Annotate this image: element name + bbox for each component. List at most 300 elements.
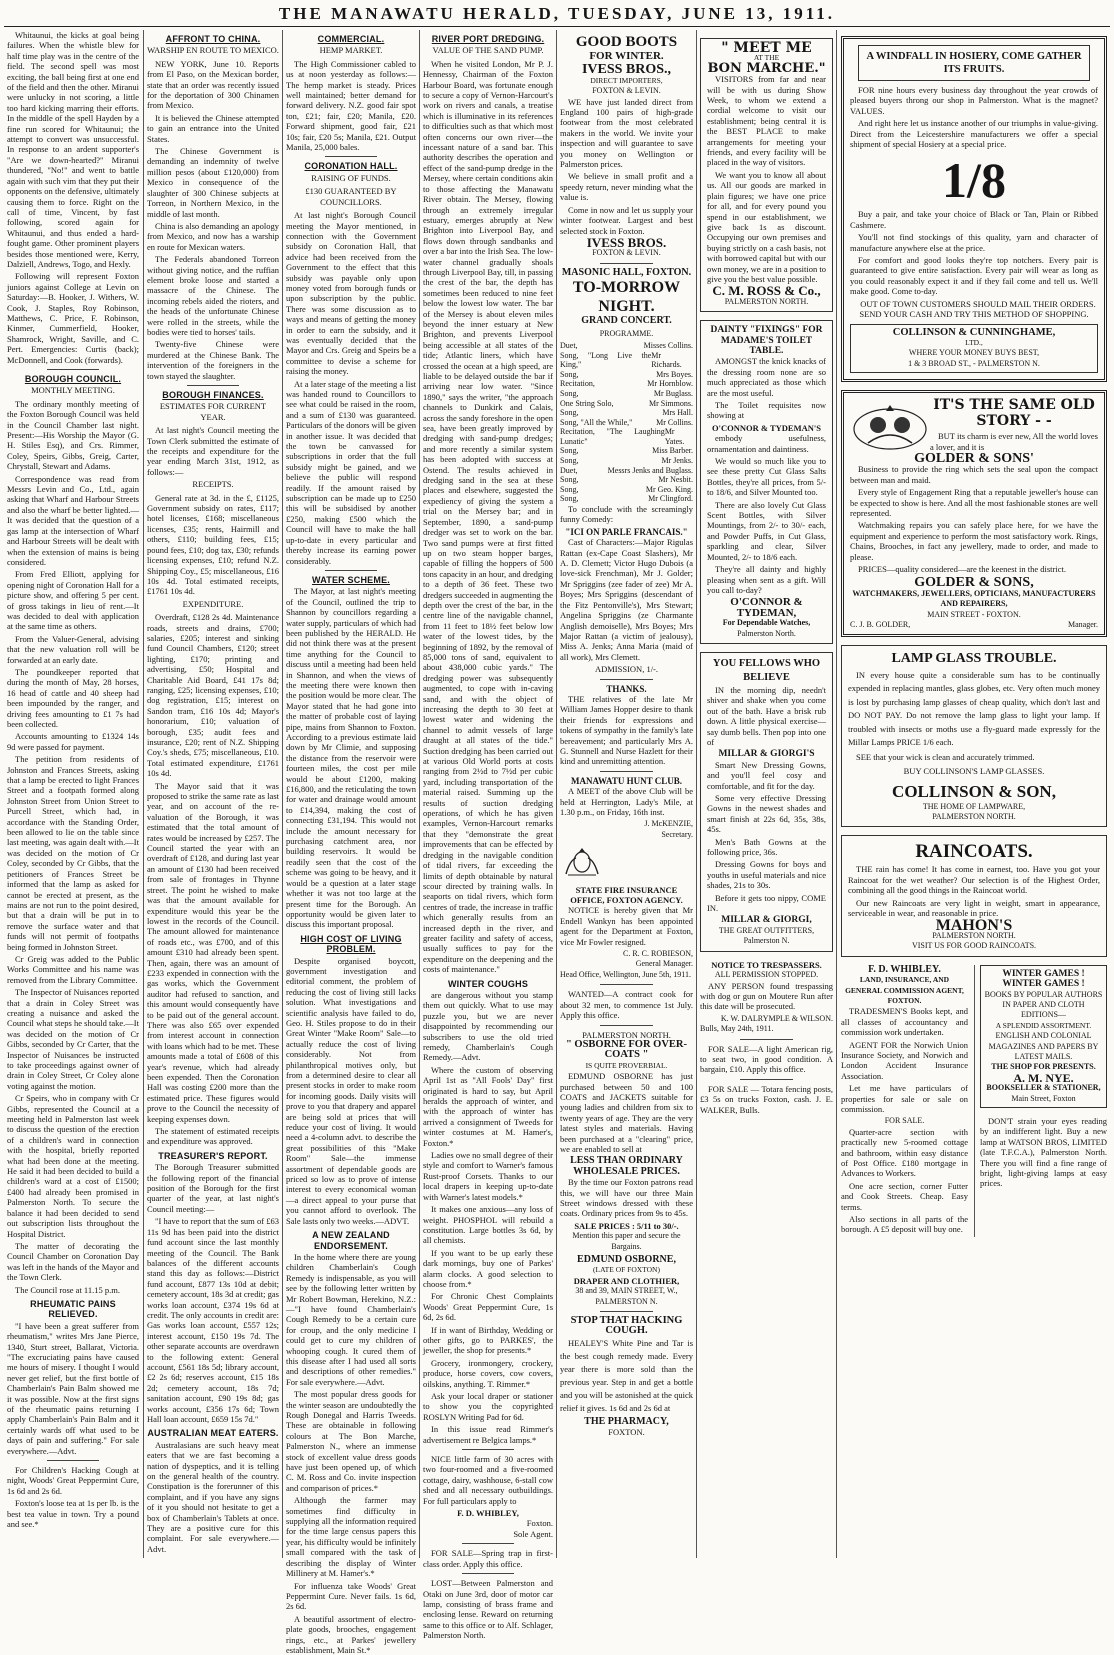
divider <box>740 1039 793 1040</box>
ad-rain-visit: VISIT US FOR GOOD RAINCOATS. <box>911 941 1037 951</box>
programme-row <box>560 427 693 446</box>
programme-row <box>560 389 693 399</box>
column-7 <box>838 30 1110 1558</box>
wanted-cook: WANTED—A contract cook for about 32 men, to commence 1st July. Apply this office. <box>560 989 693 1021</box>
programme-row <box>560 408 693 418</box>
ad-whibley-body: TRADESMEN'S Books kept, and all classes of accountancy and commission work undertaken. <box>841 1006 968 1038</box>
article-paragraph: The petition from residents of Johnston and Frances Streets, asking that a lamp be erected to light Frances Street and a footpath formed along Johnston Street from Union Street to Purcell Street, which had, in accordance with the Standing Order, been allowed to lie on the table since last meeting, was again dealt with.—It was decided on the motion of Cr Coley, seconded by Cr Gibbs, that the petitioners of Frances Street be informed that the lamp as asked for cannot be erected at present, as the mains are not run to the point desired, but that a drain will be put in to remove the surface water and that funds will not permit of footpaths being formed in Johnston Street. <box>7 754 139 952</box>
ad-boots-body: Come in now and let us supply your winter footwear. Largest and best selected stock in Foxton. <box>560 204 693 236</box>
ad-nye <box>974 965 1107 1237</box>
classified-spring-trap: FOR SALE—Spring trap in first-class order. Apply this office. <box>423 1548 553 1569</box>
article-paragraph: Where the custom of observing April 1st as "All Fools' Day" first originated is hard to say, but April heralds the approach of winter, and with the approach of winter has arrived a consignment of Tweeds for winter costumes at M. Hamer's, Foxton.* <box>423 1064 553 1148</box>
programme-item: Song, <box>560 369 579 379</box>
ad-boots-place: FOXTON & LEVIN. <box>592 86 661 96</box>
masthead: THE MANAWATU HERALD, TUESDAY, JUNE 13, 1911. <box>278 4 836 23</box>
ad-golder-body: Every style of Engagement Ring that a reputable jeweller's house can be expected to show is here. And all the most fashionable stones are well represented. <box>850 487 1098 518</box>
lovers-emblem-icon <box>850 399 930 453</box>
ad-you-fellows <box>700 652 833 952</box>
ad-rain-body: THE rain has come! It has come in earnest, too. Have you got your Raincoat for the wet weather? Our selection is of the Highest Order, combining all the good things in the Raincoat world. <box>848 864 1100 896</box>
trespass-date: Bulls, May 24th, 1911. <box>700 1024 774 1034</box>
divider <box>325 156 377 157</box>
ad-boots-body: WE have just landed direct from England 100 pairs of high-grade footwear from the most celebrated makers in the world. We invite your inspection and will guarantee to save you money on Wellington or Palmerston prices. <box>560 96 693 170</box>
programme-row <box>560 351 693 370</box>
ad-golder-body: Watchmaking repairs you can safely place here, for we have the equipment and experience to perform the most satisfactory work. Rings, Chains, Brooches, in fact any jewellery, made to order, and made to please. <box>850 520 1098 562</box>
programme-item: Duet, <box>560 340 578 350</box>
thanks-body: THE relatives of the late Mr William James Hopper desire to thank their friends for expressions and tokens of sympathy in the family's late bereavement; and particularly Mrs A. G. Stunnell and Nurse Hazlett for their kind and unremitting attention. <box>560 693 693 767</box>
ad-fixings-body: They're all dainty and highly pleasing when sent as a gift. Will you call to-day? <box>707 564 826 595</box>
article-paragraph: Accounts amounting to £1324 14s 9d were passed for payment. <box>7 731 139 752</box>
osborne-addr: 38 and 39, MAIN STREET, W., PALMERSTON N. <box>575 1286 678 1306</box>
fire-body: NOTICE is hereby given that Mr Endell Wankyn has been appointed agent for the Department at Foxton, vice Mr Fowler resigned. <box>560 905 693 947</box>
cough-body: HEALEY'S White Pine and Tar is the best cough remedy made. Every year there is more sold than the previous year. Step in and get a bottle and you will be astonished at the quick relief it gives. 1s 6d and 2s 6d at <box>560 1337 693 1413</box>
ad-games-trade: BOOKSELLER & STATIONER, <box>986 1083 1101 1093</box>
ad-boots-body: We believe in small profit and a speedy return, never minding what the value is. <box>560 171 693 203</box>
fire-sign: C. R. C. ROBIESON, <box>622 949 693 959</box>
trespass-sign: K. W. DALRYMPLE & WILSON. <box>720 1013 833 1023</box>
classified-farm-for-sale: NICE little farm of 30 acres with two four-roomed and a five-roomed cottage, dairy, washhouse, 6-stall cow shed and all necessary outbuildings. For full particulars apply to <box>423 1454 553 1506</box>
concert-admission: ADMISSION, 1/-. <box>594 664 659 675</box>
ad-fixings-shop: O'CONNOR & TYDEMAN'S <box>712 422 821 433</box>
ad-fixings-firm-2: TYDEMAN, <box>736 606 797 619</box>
royal-arms-icon <box>560 844 604 878</box>
article-paragraph: Foxton's loose tea at 1s per lb. is the best tea value in town. Try a pound and see.* <box>7 1498 139 1530</box>
ad-fixings-body: We would so much like you to see these pretty Cut Glass Salts Bottles, they're all prices, from 5/- to 18/6, and Silver Mounted too. <box>707 456 826 498</box>
programme-item: Duet, <box>560 465 578 475</box>
article-paragraph: For influenza take Woods' Great Peppermint Cure. Never fails. 1s 6d, 2s 6d. <box>286 1580 416 1612</box>
trespass-head: NOTICE TO TRESPASSERS. <box>711 959 822 970</box>
ad-whibley-body: One acre section, corner Futter and Cook Streets. Cheap. Easy terms. <box>841 1180 968 1212</box>
ad-whibley-body: Quarter-acre section with practically new 5-roomed cottage and bathroom, within easy distance of Post Office. £180 mortgage in Advances to Workers. <box>841 1126 968 1179</box>
headline-borough-finances: BOROUGH FINANCES. <box>162 390 264 400</box>
ad-golder <box>841 390 1107 637</box>
programme-row <box>560 399 693 409</box>
ad-golder-manager-role: Manager. <box>1068 620 1098 630</box>
concert-date: TO-MORROW NIGHT. <box>572 279 681 316</box>
osborne-body-2: By the time our Foxton patrons read this, we will have our three Main Street windows dressed with these coats. Ordinary prices from 9s to 45s. <box>560 1177 693 1219</box>
headline-australian-meat: AUSTRALIAN MEAT EATERS. <box>147 1428 279 1439</box>
ad-lamp-glass <box>841 645 1107 827</box>
ad-fixings-head: DAINTY "FIXINGS" FOR MADAME'S TOILET TABLE. <box>710 325 823 356</box>
ad-fellows-town: Palmerston N. <box>743 936 790 946</box>
ad-rain-body: Our new Raincoats are very light in weight, smart in appearance, serviceable in wear, and reasonable in price. <box>848 897 1100 919</box>
osborne-trade: DRAPER AND CLOTHIER, <box>573 1275 680 1286</box>
divider <box>600 263 653 264</box>
ad-lamp-town: PALMERSTON NORTH. <box>932 812 1016 822</box>
article-paragraph: NEW YORK, June 10. Reports from El Paso, on the Mexican border, state that an order was recently issued for the deportation of 300 Chinamen from Mexico. <box>147 58 279 111</box>
osborne-name: EDMUND OSBORNE, <box>577 1254 676 1266</box>
ad-fellows-shop: MILLAR & GIORGI'S <box>718 749 815 760</box>
article-paragraph: The Chinese Government is demanding an indemnity of twelve million pesos (about £120,000) from Mexico in consequence of the slaughter of 300 Chinese subjects at Torreon, in Northern Mexico, in the middle of last month. <box>147 146 279 219</box>
ad-lamp-head: LAMP GLASS TROUBLE. <box>891 651 1057 667</box>
hunt-sign-role: Secretary. <box>661 829 693 839</box>
ad-boots-subtitle: FOR WINTER. <box>589 50 664 62</box>
cough-shop: THE PHARMACY, <box>584 1415 669 1427</box>
ad-rain-firm: MAHON'S <box>935 916 1013 934</box>
subheadline: £130 GUARANTEED BY COUNCILLORS. <box>305 186 397 207</box>
divider <box>600 1311 653 1312</box>
article-paragraph: Cr Greig was added to the Public Works Committee and his name was removed from the Library Committee. <box>7 953 139 985</box>
fire-head-1: STATE FIRE INSURANCE <box>575 884 678 895</box>
programme-performer: Mr Geo. King. <box>645 484 693 494</box>
divider <box>47 369 100 370</box>
article-paragraph: The matter of decorating the Council Chamber on Coronation Day was left in the hands of the Mayor and the Town Clerk. <box>7 1240 139 1283</box>
concert-comedy: To conclude with the screamingly funny Comedy: <box>560 504 693 525</box>
programme-performer: Mr Nesbit. <box>658 475 693 485</box>
ad-fellows-body: Dressing Gowns for boys and youths in useful materials and nice shades, 21s to 30s. <box>707 859 826 891</box>
programme-row <box>560 370 693 380</box>
ad-hosiery-firm: COLLINSON & CUNNINGHAME, <box>892 326 1056 338</box>
ad-golder-firm: GOLDER & SONS, <box>914 575 1034 591</box>
agent-place: Foxton. <box>526 1518 553 1529</box>
article-paragraph: The Borough Treasurer submitted the following report of the financial position of the Borough for the first quarter of the year, at last night's Council meeting:— <box>147 1162 279 1214</box>
headline-commercial: COMMERCIAL. <box>317 34 385 44</box>
programme-item: Song, <box>560 388 579 398</box>
ad-hosiery-head: A WINDFALL IN HOSIERY, COME GATHER ITS FRUITS. <box>858 45 1090 81</box>
programme-row <box>560 466 693 476</box>
programme-row <box>560 494 693 504</box>
programme-performer: Mr Simmons. <box>648 398 693 408</box>
ad-meet-town: PALMERSTON NORTH. <box>724 296 809 306</box>
programme-performer: Mrs Boyes. <box>656 369 693 379</box>
programme-row <box>560 379 693 389</box>
ad-hosiery-body: You'll not find stockings of this quality, yarn and character of manufacture anywhere else at the price. <box>850 232 1098 253</box>
concert-comedy-title: "ICI ON PARLE FRANCAIS." <box>565 526 688 537</box>
article-paragraph: It makes one anxious—any loss of weight. PHOSPHOL will rebuild a constitution. Large bottles 3s 6d, by all chemists. <box>423 1204 553 1246</box>
programme-row <box>560 456 693 466</box>
article-paragraph: China is also demanding an apology from Mexico, and now has a warship en route for Mexican waters. <box>147 220 279 252</box>
headline-rheumatic: RHEUMATIC PAINS RELIEVED. <box>30 1298 116 1320</box>
ad-meet-body: We want you to know all about us. All our goods are marked in plain figures; we have one price for all, and for every pound you spend in our establishment, we give back 1s as discount. Occupying our own premises and buying strictly on a cash basis, not with borrowed capital but with our own money, we are in a position to give you the best value possible. <box>707 169 826 284</box>
subheadline: MONTHLY MEETING. <box>31 385 115 396</box>
ad-fellows-head: YOU FELLOWS WHO BELIEVE <box>712 657 821 683</box>
divider <box>462 1543 514 1544</box>
bottom-ad-row <box>841 965 1107 1237</box>
ad-fixings-body: The Toilet requisites now showing at <box>707 400 826 421</box>
ad-games-assortment: A SPLENDID ASSORTMENT. <box>995 1020 1092 1030</box>
headline-nz-endorsement: A NEW ZEALAND ENDORSEMENT. <box>312 1230 390 1251</box>
article-paragraph: At last night's Council meeting the Town Clerk submitted the estimate of the receipts and expenditure for the year ending March 31st, 1912, as follows:— <box>147 425 279 477</box>
programme-item: Song, <box>560 446 579 456</box>
ad-rain-head: RAINCOATS. <box>915 841 1033 863</box>
ad-hosiery-body: For comfort and good looks they're top notchers. Every pair is guaranteed to give entire satisfaction. Every pair will wear as long as you could reasonably expect it and if they fail come and tell us. We'll make good. Come to-day. <box>850 255 1098 297</box>
ad-hosiery-addr: 1 & 3 BROAD ST., - PALMERSTON N. <box>908 358 1040 368</box>
headline-winter-coughs: WINTER COUGHS <box>447 978 529 989</box>
classified-totara: FOR SALE — Totara fencing posts, £3 5s on trucks Foxton, cash. J. E. WALKER, Bulls. <box>700 1083 833 1115</box>
ad-golder-name: GOLDER & SONS' <box>914 450 1034 466</box>
osborne-price: SALE PRICES : 5/11 to 30/-. <box>574 1220 679 1231</box>
concert-venue: MASONIC HALL, FOXTON. <box>561 266 692 278</box>
ad-fixings-town: Palmerston North. <box>737 628 796 638</box>
programme-item: Song, <box>560 456 579 466</box>
headline-river-port: RIVER PORT DREDGING. <box>431 34 545 44</box>
programme-performer: Mr Yates. <box>664 427 685 446</box>
divider <box>462 1573 514 1574</box>
classified-eyes: DON'T strain your eyes reading by an indifferent light. Buy a new lamp at WATSON BROS, LIMITED (late T.F.C.A.), Palmerston North. There you will find a fine range of bright, light-giving lamps at easy prices. <box>980 1116 1107 1189</box>
ad-hosiery-ltd: LTD., <box>965 337 983 347</box>
hunt-head: MANAWATU HUNT CLUB. <box>571 775 682 786</box>
article-paragraph: When he visited London, Mr P. J. Hennessy, Chairman of the Foxton Harbour Board, was fortunate enough to secure a copy of Vernon-Harcourt's work on rivers and canals, a treatise which is illuminative in its references to difficulties such as that which most often concerns our own river—the incessant nature of a sand bar. This authority describes the operation and effect of the sand-pump dredge in the Mersey, where certain conditions akin to those affecting the Manawatu River obtain. The Mersey, flowing through an extremely irregular estuary, emerges abruptly at New Brighton into Liverpool Bay, and flows down through sandbanks and over a bar into the Irish Sea. The low-water channel gradually shoals through Liverpool Bay, till, in passing the crest of the bar, the depth has sometimes been reduced to nine feet below the lowest low water. The bar of the Mersey is about eleven miles beyond the inner estuary at New Brighton, and prevents Liverpool being accessible at all states of the tide; Atlantic liners, which have crossed the ocean at a high speed, are liable to be delayed outside the bar if arriving near low water. "Since 1890," says the writer, "the approach channels to Dunkirk and Calais, across the sandy foreshore in the open sea, have been greatly improved by dredging with sand-pump dredges; and more recently a similar system has been adopted with success at Ostend. The results achieved in dredging sand in the sea at these places and elsewhere, suggested the expediency of giving the system a trial on the Mersey bar; and in September, 1890, a sand-pump dredger was set to work on the bar. Two sand pumps were at first fitted up on two steam hopper barges, capable of filling the hoppers of 500 tons capacity in an hour, and dredging to a depth of 36 feet. These two dredgers succeeded in augmenting the depth over the crest of the bar, in the centre line of the navigable channel, from 11 feet to 18½ feet below low water of the lowest tides, by the beginning of 1892, by the removal of 85,000 tons of sand, equivalent to about 438,000 cubic yards." The dredging power was subsequently augmented, to cope with in-caving sand, and with the object of increasing the depth to 30 feet at lowest water and widening the channel to admit vessels of large draught at all states of the tide." Suction dredging has been carried out at various Old World ports at costs ranging from 2½d to 7½d per cubic yard, including transportation of the material raised. Summing up the results of suction dredging operations, of which he has given examples, Vernon-Harcourt remarks that they "demonstrate the great improvements that can be effected by dredging in the navigable condition of tidal rivers, far exceeding the limits of depth obtainable by natural scour directed by training walls. In seaports on tidal rivers, which form centres of trade, the increase in traffic which generally results from an increased depth in the river, and greater facility and safety of access, usually suffices to pay for the expenditure on the deepening and the costs of maintenance." <box>423 58 553 975</box>
osborne-late: (LATE OF FOXTON) <box>593 1265 660 1275</box>
ad-whibley-body: Also sections in all parts of the borough. A £5 deposit will buy one. <box>841 1214 968 1235</box>
concert-title: GRAND CONCERT. <box>581 315 672 327</box>
subheadline: RAISING OF FUNDS. <box>311 172 391 183</box>
ad-whibley <box>841 965 968 1237</box>
divider <box>600 679 653 680</box>
article-paragraph: Twenty-five Chinese were murdered at the Chinese Bank. The intervention of the foreigners in the town stayed the slaughter. <box>147 339 279 381</box>
article-paragraph: The High Commissioner cabled to us at noon yesterday as follows:—The hemp market is steady. Prices well maintained; better demand for forward delivery. N.Z. good fair spot ton, £21; fair, £20; Manila, £20. Forward shipment, good fair, £21 10s; fair, £20 5s; Manila, £21. Output Manila, 25,000 bales. <box>286 58 416 153</box>
ad-hosiery-body: Buy a pair, and take your choice of Black or Tan, Plain or Ribbed Cashmere. <box>850 209 1098 230</box>
article-paragraph: The Council rose at 11.15 p.m. <box>15 1284 120 1295</box>
ad-games-books: BOOKS BY POPULAR AUTHORS IN PAPER AND CLOTH EDITIONS— <box>984 989 1103 1020</box>
divider <box>740 1079 793 1080</box>
trespass-sub: ALL PERMISSION STOPPED. <box>714 970 819 980</box>
article-paragraph: In the home where there are young children Chamberlain's Cough Remedy is indispensable, as you will see by the following letter written by Mr Robert Bowman, Herekino, N.Z.:—"I have found Chamberlain's Cough Remedy to be a certain cure for croup, and the only medicine I could get to cure my children of whooping cough. It cured them of this disease after I had used all sorts and descriptions of other remedies." For sale everywhere.—Advt. <box>286 1251 416 1387</box>
article-paragraph: The most popular dress goods for the winter season are undoubtedly the Rough Donegal and Harris Tweeds. These are obtainable in following colours at The Bon Marche, Palmerston N., where an immense stock of excellent value dress goods have just been opened up, of which C. M. Ross and Co. invite inspection and comparison of prices.* <box>286 1389 416 1493</box>
ad-meet-name: BON MARCHE." <box>707 60 826 76</box>
osborne-head: " OSBORNE FOR OVER-COATS " <box>565 1038 688 1061</box>
article-paragraph: The statement of estimated receipts and expenditure was approved. <box>147 1126 279 1147</box>
column-6 <box>697 30 836 1558</box>
ad-boots-firm-2: IVESS BROS. <box>586 234 667 250</box>
column-2 <box>144 30 282 1558</box>
ad-whibley-trade: LAND, INSURANCE, AND GENERAL COMMISSION AGENT, FOXTON. <box>845 975 964 1005</box>
programme-performer: Mr Buglass. <box>653 388 693 398</box>
divider <box>47 1460 100 1461</box>
programme-item: Song, <box>560 408 579 418</box>
section-label: RECEIPTS. <box>192 479 234 490</box>
article-paragraph: Following will represent Foxton juniors against College at Levin on Saturday:—B. Hooker, J. Withers, W. Cook, J. Staples, Roy Robinson, Matthews, C. Price, F. Robinson, Kinmer, Cummerfield, Hooker, Shamrock, Wright, Saville, and C. Pert. Emergencies: Curtis (back); McDonnell, and Cook (forwards). <box>7 271 139 365</box>
article-paragraph: The Inspector of Nuisances reported that a drain in Coley Street was creating a nuisance and asked the Council what steps he should take.—It was decided on the motion of Cr Gibbs, seconded by Cr Carter, that the Inspector of Nuisances be instructed to take proceedings against owner of drain in Coley Street, Cr Coley alone voting against the motion. <box>7 987 139 1091</box>
article-paragraph: Grocery, ironmongery, crockery, produce, horse covers, cow covers, oilskins, anything. T. Rimmer.* <box>423 1357 553 1389</box>
ad-games-firm: A. M. NYE. <box>1013 1070 1074 1085</box>
divider <box>187 385 240 386</box>
subheadline: VALUE OF THE SAND PUMP. <box>432 45 544 56</box>
headline-water-scheme: WATER SCHEME. <box>312 574 390 585</box>
ad-hosiery <box>841 36 1107 382</box>
column-5 <box>557 30 696 1558</box>
ad-lamp-firm: COLLINSON & SON, <box>892 781 1056 801</box>
programme-row <box>560 418 693 428</box>
programme-item: Song, <box>560 484 579 494</box>
osborne-mention: Mention this paper and secure the Bargains. <box>572 1231 681 1251</box>
article-paragraph: Overdraft, £128 2s 4d. Maintenance roads, streets and drains, £700; salaries, £205; interest and sinking fund Council Chambers, £120; street lighting, £170; printing and advertising, £50; Hospital and Charitable Aid Board, £41 17s 8d; ranging, £25; licensing expenses, £10; dog registration, £15; interest on Sandon tram, £16 10s 4d; Mayor's honorarium, £10; valuation of borough, £35; audit fees and insurance, £20; rent of N.Z. Shipping Coy.'s sheds, £75; miscellaneous, £10. Total estimated expenditure, £1761 10s 4d. <box>147 612 279 779</box>
article-paragraph: The Federals abandoned Torreon without giving notice, and the ruffian element broke loose and started a massacre of the Chinese. The incoming rebels aided the rioters, and the heads of the unfortunate Chinese were rolled in the streets, while the bodies were tied to horses' tails. <box>147 254 279 337</box>
article-paragraph: At a later stage of the meeting a list was handed round to Councillors to see what could be raised in the room, and a sum of £130 was guaranteed. Particulars of the donors will be given in another issue. It was decided that the town be canvassed for subscriptions in order that the full subsidy might be gained, and we believe the public will respond readily. If the amount raised by subscription can be made up to £250 this will be subsidised by another £250, making £500 which the Council will have to make the hall up-to-date in every particular and thereby increase its earning power considerably. <box>286 378 416 566</box>
headline-affront-china: AFFRONT TO CHINA. <box>165 34 261 44</box>
ad-golder-addr: MAIN STREET - FOXTON. <box>927 609 1021 619</box>
programme-row <box>560 475 693 485</box>
ad-meet-firm: C. M. ROSS & Co., <box>712 283 821 299</box>
article-paragraph: The Mayor said that it was proposed to strike the same rate as last year, and on account of the re-valuation of the Borough, it was estimated that the total amount of rates would be increased by £257. The Council started the year with an overdraft of £128, and during last year an amount of £130 had been received from sale of frontages in Thynne street. The point he wished to make was that the amount available for expenditure would this year be the lowest in the records of the Council. The amount allowed for maintenance of roads etc., was £700, and of this amount £310 had already been spent. Then, again, there was an amount of £233 expended in connection with the gas works, which the Government auditor had refused to sanction, and this amount would consequently have to be paid out of the general account. There was also £65 over expended from interest account in connection with loans which had to be met. These amounts made a total of £608 of this year's revenue, which had already been expended. Then the Coronation Hall was costing £200 more than the estimated price. These figures would prove to the Council the necessity of keeping expenses down. <box>147 780 279 1124</box>
programme-item: Song, "Long Live the King," <box>560 350 652 370</box>
ad-boots-place-2: FOXTON & LEVIN. <box>592 248 661 258</box>
ad-golder-body: Business to provide the ring which sets the seal upon the compact between man and maid. <box>850 464 1098 485</box>
ad-whibley-body: AGENT FOR the Norwich Union Insurance Society, and Norwich and London Accident Insurance Association. <box>841 1039 968 1081</box>
divider <box>462 1449 514 1450</box>
headline-coronation-hall: CORONATION HALL. <box>304 161 398 172</box>
programme-performer: Messrs Jenks and Buglass. <box>607 465 693 475</box>
osborne-body: EDMUND OSBORNE has just purchased between 50 and 100 COATS and JACKETS suitable for young ladies and children from six to twenty years of age. They are the very latest styles and materials. Having been purchased at a "clearing" price, we are enabled to sell at <box>560 1071 693 1154</box>
subheadline: WARSHIP EN ROUTE TO MEXICO. <box>147 45 279 56</box>
programme-item: Song, <box>560 494 579 504</box>
ad-golder-manager: C. J. B. GOLDER, <box>850 620 911 630</box>
ad-games-presents: THE SHOP FOR PRESENTS. <box>991 1062 1096 1072</box>
ad-games-head: WINTER GAMES ! WINTER GAMES ! <box>1002 968 1085 990</box>
article-paragraph: If you want to be up early these dark mornings, buy one of Parkes' alarm clocks. A good selection to choose from.* <box>423 1247 553 1289</box>
article-paragraph: In this issue read Rimmer's advertisement re Belgica lamps.* <box>423 1424 553 1445</box>
ad-fixings-body: embody usefulness, ornamentation and daintiness. <box>707 433 826 454</box>
ad-meet-at: AT THE <box>753 53 780 63</box>
programme-row <box>560 485 693 495</box>
ad-fellows-firm-2: THE GREAT OUTFITTERS, <box>718 925 815 935</box>
article-paragraph: The Mayor, at last night's meeting of the Council, outlined the trip to Shannon by councillors regarding a water supply, particulars of which had been published by the HERALD. He did not think there was at the present time anything for the Council to discuss until a meeting had been held in Shannon, and when the views of the meeting there were known then the position would be more clear. The Mayor stated that he had gone into the matter of probable cost of laying pipe, mains from Shannon to Foxton. According to a previous estimate laid down by Mr Climie, and supposing the distance from the reservoir were fourteen miles, the cost per mile would be about £1200, making £16,800, and the reticulating the town for water and drainage would amount to £14,394, making the cost of connecting £31,194. This would not include the amount necessary for purchasing catchment area, nor building reservoirs. It would be readily seen that the cost of the scheme was going to be heavy, and it would be a question at a later stage whether it was not too large at the present time for the Borough. An opportunity would be given later to discuss this important proposal. <box>286 586 416 930</box>
programme-item: Song, <box>560 475 579 485</box>
ad-meet-body: VISITORS from far and near will be with us during Show Week, to whom we extend a cordial welcome to visit our establishment; being central it is the BEST PLACE to make arrangements for meeting your friends, and every facility will be placed in the way of visitors. <box>707 74 826 168</box>
article-paragraph: The poundkeeper reported that during the month of May, 28 horses, 16 head of cattle and 40 sheep had been impounded by the ranger, and driving fees amounting to £1 7s had been collected. <box>7 666 139 729</box>
cough-town: FOXTON. <box>608 1427 645 1438</box>
ad-fellows-body: Some very effective Dressing Gowns in the newest shades and smart finish at 22s 6d, 35s, 38s, 45s. <box>707 793 826 835</box>
article-paragraph: "I have to report that the sum of £63 11s 9d has been paid into the district fund account since the last monthly meeting of the Council. The Bank balances of the different accounts stand this day as follows:—District fund account, £877 13s 10d at debit; cemetery account, 18s 3d at credit; gas works loan account, £374 19s 6d at credit. The only accounts in credit are: Gas works loan account, £557 12s; interest account, £150 19s 7d. The other separate accounts are overdrawn to the following extent: General account, £561 18s 5d; library account, £2 2s 6d; reserves account, £15 18s 2d; cemetery account, 18s 7d; sanitation account, £90 19s 8d; gas works account, £356 17s 6d; Town Hall loan account, £659 15s 7d." <box>147 1216 279 1424</box>
ad-golder-head: IT'S THE SAME OLD STORY - - <box>933 397 1095 430</box>
ad-lamp-body: IN every house quite a considerable sum has to be continually expended in replacing mantles, glass globes, etc. Very often much money is lost by purchasing lamp glasses of cheap quality, which don't last and DO NOT PAY. Do not remove the lamp glass to light your lamp. If troubled with insects or moths use a fly-guard made expressly for the Millar Lamps PRICE 1/6 each. <box>848 669 1100 748</box>
ad-golder-intro: BUT its charm is ever new, All the world loves a lover, and it is <box>930 431 1098 452</box>
thanks-head: THANKS. <box>606 683 647 694</box>
classified-light-rig: FOR SALE—A light American rig, to seat two, in good condition. A bargain, £10. Apply this office. <box>700 1043 833 1075</box>
ad-rain-town: PALMERSTON NORTH. <box>932 930 1016 940</box>
article-paragraph: It is believed the Chinese attempted to gain an entrance into the United States. <box>147 112 279 144</box>
programme-row <box>560 341 693 351</box>
column-4 <box>420 30 556 1641</box>
article-paragraph: For Children's Hacking Cough at night, Woods' Great Peppermint Cure, 1s 6d and 2s 6d. <box>7 1465 139 1496</box>
article-paragraph: Ladies owe no small degree of their style and comfort to Warner's famous Rust-proof Corsets. Thanks to our local drapers in keeping up-to-date with Warner's latest models.* <box>423 1150 553 1202</box>
divider <box>325 570 377 571</box>
concert-programme-label: PROGRAMME. <box>599 328 654 338</box>
osborne-less: LESS THAN ORDINARY WHOLESALE PRICES. <box>570 1155 683 1177</box>
headline-borough-council: BOROUGH COUNCIL. <box>24 374 122 384</box>
divider <box>600 1025 653 1026</box>
programme-performer: Mr Jenks. <box>661 456 693 466</box>
osborne-town: PALMERSTON NORTH. <box>582 1029 671 1040</box>
programme-performer: Mr Richards. <box>651 350 682 370</box>
ad-whibley-body: Let me have particulars of properties for sale or sale on commission. <box>841 1083 968 1114</box>
divider <box>600 984 653 985</box>
ad-hosiery-mail: OUT OF TOWN CUSTOMERS SHOULD MAIL THEIR ORDERS. SEND YOUR CASH AND TRY THIS METHOD OF SHOPPING. <box>859 298 1096 320</box>
column-1 <box>4 30 142 1558</box>
ad-whibley-name: F. D. WHIBLEY. <box>868 963 941 975</box>
programme-item: Recitation, "The Laughing Lunatic" <box>560 427 665 446</box>
programme-performer: Mr Collins. <box>656 417 693 427</box>
ad-lamp-body: SEE that your wick is clean and accurately trimmed. <box>856 751 1035 762</box>
article-paragraph: General rate at 3d. in the £, £1125, Government subsidy on rates, £117; hotel licenses, £168; miscellaneous licenses, £35; rents, Hairmill and others, £110; building fees, £15; pound fees, £10; dog tax, £30; refunds licensing expenses, £10; refund N.Z. Shipping Coy., £5; miscellaneous, £16 10s 4d. Total estimated receipts, £1761 10s 4d. <box>147 492 279 597</box>
ad-hosiery-body: And right here let us instance another of our triumphs in value-giving. Direct from the Leicestershire manufacturers we offer a special shipment of special Hosiery at a special price. <box>850 118 1098 150</box>
cough-head: STOP THAT HACKING COUGH. <box>570 1315 683 1337</box>
programme-row <box>560 446 693 456</box>
programme-item: Song, "All the While," <box>560 417 633 427</box>
ad-boots-firm: IVESS BROS., <box>581 62 672 78</box>
classified-lost: LOST—Between Palmerston and Otaki on June 3rd, door of motor car lamp, consisting of brass frame and enclosing lense. Reward on returning same to this office or to Alf. Schlager, Palmerston North. <box>423 1578 553 1641</box>
subheadline: ESTIMATES FOR CURRENT YEAR. <box>159 401 267 422</box>
article-paragraph: For Chronic Chest Complaints Woods' Great Peppermint Cure, 1s 6d, 2s 6d. <box>423 1291 553 1323</box>
subheadline: HEMP MARKET. <box>319 45 383 56</box>
ad-lamp-home: THE HOME OF LAMPWARE, <box>922 801 1026 811</box>
ad-boots-firm-sub: DIRECT IMPORTERS, <box>590 75 663 85</box>
ad-fellows-body: Before it gets too nippy, COME IN. <box>707 892 826 914</box>
concert-programme <box>560 341 693 504</box>
ad-winter-games <box>980 965 1107 1108</box>
ad-whibley-forsale: FOR SALE. <box>884 1116 925 1126</box>
ad-fixings-body: AMONGST the knick knacks of the dressing room none are so much appreciated as those which are the most useful. <box>707 356 826 398</box>
article-paragraph: Australasians are such heavy meat eaters that we are fast becoming a nation of dyspeptics, and it is telling on the general health of the country. Constipation is the forerunner of this complaint, and if you have any signs of it you should not hesitate to get a box of Chamberlain's Tablets at once. They are a positive cure for this complaint. For sale everywhere.—Advt. <box>147 1439 279 1554</box>
article-paragraph: The ordinary monthly meeting of the Foxton Borough Council was held in the Council Chamber last night. Present:—His Worship the Mayor (G. H. Stiles Esq), and Crs. Rimmer, Coley, Speirs, Gibbs, Greig, Carter, Chrystall, Stewart and Adams. <box>7 398 139 472</box>
agent-role: Sole Agent. <box>513 1528 553 1539</box>
ad-lamp-buy: BUY COLLINSON'S LAMP GLASSES. <box>903 766 1045 777</box>
article-paragraph: Correspondence was read from Messrs Levin and Co., Ltd., again asking that Wharf and Harbour Streets and also the wharf be better lighted.—It was decided that the question of a gas lamp at the intersection of Wharf and Harbour Streets will be dealt with when the extension of mains is being considered. <box>7 473 139 567</box>
ad-games-magazines: ENGLISH AND COLONIAL MAGAZINES AND PAPERS BY LATEST MAILS. <box>988 1031 1099 1061</box>
ad-hosiery-where: WHERE YOUR MONEY BUYS BEST, <box>908 348 1040 358</box>
masthead-rule <box>4 26 1110 27</box>
ad-fixings <box>700 320 833 644</box>
headline-cost-of-living: HIGH COST OF LIVING PROBLEM. <box>300 933 402 955</box>
hunt-sign: J. McKENZIE, <box>644 819 693 829</box>
agent-name: F. D. WHIBLEY, <box>457 1508 519 1519</box>
programme-performer: Mr Clingford. <box>648 494 693 504</box>
ad-games-addr: Main Street, Foxton <box>1011 1093 1076 1103</box>
ad-hosiery-body: FOR nine hours every business day throughout the year crowds of pleased buyers throng our shop in Palmerston. What is the magnet? VALUES. <box>850 85 1098 116</box>
section-label: EXPENDITURE. <box>182 598 244 609</box>
ad-fellows-firm: MILLAR & GIORGI, <box>721 915 812 926</box>
ad-golder-body: PRICES—quality considered—are the keenest in the district. <box>858 564 1066 574</box>
ad-meet-head: " MEET ME <box>721 40 812 56</box>
article-paragraph: From Fred Elliott, applying for opening night of Coronation Hall for a picture show, and offering 5 per cent. of gross takings in lieu of rent.—It was decided to deal with application at the same time as others. <box>7 569 139 632</box>
article-paragraph: Despite organised boycott, government investigation and editorial comment, the problem of reducing the cost of living still lacks solution. What investigations and scientific analysis have failed to do, Geo. H. Stiles propose to do in their Great Winter "Make Room" Sale—to actually reduce the cost of living considerably. Not from philanthropical motives only, but from a determined desire to clear all present stocks in order to make room for incoming goods. Daily visits will prove to you that drapery and apparel are being sold at prices that will reduce your cost of living. It would need a 4-column advt. to describe the great possibilities of this "Make Room" Sale—the immense assortment of dependable goods are priced so low as to prove of intense interest to every economical woman—a direct appeal to your purse that you cannot afford to overlook. The Sale lasts only two weeks.—ADVT. <box>286 955 416 1226</box>
hunt-body: A MEET of the above Club will be held at Herrington, Lady's Mile, at 1.30 p.m., on Friday, 16th inst. <box>560 786 693 817</box>
headline-treasurer: TREASURER'S REPORT. <box>158 1150 268 1161</box>
ad-bon-marche <box>700 38 833 312</box>
article-paragraph: Cr Speirs, who in company with Cr Gibbs, represented the Council at a meeting held in Palmerston last week to discuss the question of the erection of a children's ward in connection with the hospital, briefly reported what had been done at the meeting. He said it had been decided to build a children's ward at a cost of £1500; £400 had already been promised in Palmerston North. To secure the balance it had been decided to send out subscription lists throughout the Hospital District. <box>7 1093 139 1239</box>
column-rule <box>836 30 837 1558</box>
column-3 <box>283 30 419 1655</box>
article-paragraph: If in want of Birthday, Wedding or other gifts, go to PARKES', the jeweller, the shop for presents.* <box>423 1324 553 1356</box>
ad-fellows-body: Men's Bath Gowns at the following price, 36s. <box>707 836 826 858</box>
ad-raincoats <box>841 835 1107 956</box>
article-paragraph: Ask your local draper or stationer to show you the copyrighted ROSLYN Writing Pad for 6d. <box>423 1391 553 1422</box>
ad-fixings-tag: For Dependable Watches, <box>722 618 811 628</box>
programme-performer: Misses Collins. <box>643 340 693 350</box>
divider <box>600 771 653 772</box>
ad-fixings-body: There are also lovely Cut Glass Scent Bottles, with Silver Mountings, from 2/- to 30/- each, and Powder Puffs, in Cut Glass, sparkling and clear, Silver Mounted, 2/- to 18/6 each. <box>707 499 826 562</box>
programme-item: One String Solo, <box>560 398 614 408</box>
fire-head-2: OFFICE, FOXTON AGENCY. <box>570 895 683 906</box>
ad-golder-trade: WATCHMAKERS, JEWELLERS, OPTICIANS, MANUFACTURERS AND REPAIRERS, <box>852 588 1096 609</box>
article-paragraph: At last night's Borough Council meeting the Mayor mentioned, in connection with the Government subsidy on Coronation Hall, that advice had been received from the Government to the effect that this subsidy was payable only upon money voted from borough funds or upon subscription by the public. There was some discussion as to ways and means of getting the money in order to earn the subsidy, and it was eventually decided that the Mayor and Crs. Greig and Speirs be a committee to devise a scheme for raising the money. <box>286 210 416 377</box>
fire-sign-role: General Manager. <box>635 959 693 969</box>
ad-fellows-body: IN the morning dip, needn't shiver and shake when you come out of the bath. Have a brisk rub down. A little physical exercise—say dumb bells. Then pop into one of <box>707 684 826 747</box>
programme-performer: Miss Barber. <box>652 446 693 456</box>
article-paragraph: are dangerous without you stamp them out quickly. What to use may puzzle you, but we are never disappointed by recommending our subscribers to use the old tried remedy, Chamberlain's Cough Remedy.—Advt. <box>423 989 553 1063</box>
osborne-sub: IS QUITE PROVERBIAL. <box>585 1060 668 1070</box>
article-paragraph: "I have been a great sufferer from rheumatism," writes Mrs Jane Pierce, 1340, Sturt street, Ballarat, Victoria. "The excruciating pains have caused me hours of misery. I thought I would never get relief, but the first bottle of Chamberlain's Pain Balm showed me it was possible. Now at the first signs of the rheumatic pains returning I apply Chamberlain's Pain Balm and it certainly wards off what used to be days of pain and suffering." For sale everywhere.—Advt. <box>7 1320 139 1456</box>
ad-fixings-firm: O'CONNOR & <box>730 596 803 609</box>
ad-hosiery-price: 1/8 <box>942 152 1006 209</box>
trespass-body: ANY PERSON found trespassing with dog or gun on Moutere Run after this date will be prosecuted. <box>700 980 833 1012</box>
fire-office: Head Office, Wellington, June 5th, 1911. <box>560 969 691 979</box>
programme-performer: Mr Hornblow. <box>647 379 693 389</box>
article-paragraph: From the Valuer-General, advising that the new valuation roll will be forwarded at an early date. <box>7 633 139 665</box>
article-paragraph: A beautiful assortment of electro-plate goods, brooches, engagement rings, etc., at Parkes' jewellery establishment, Main St.* <box>286 1613 416 1655</box>
ad-fellows-body: Smart New Dressing Gowns, and you'll feel cosy and comfortable, and fit for the day. <box>707 759 826 791</box>
programme-performer: Mrs Hall. <box>662 408 693 418</box>
concert-cast: Cast of Characters:—Major Rigulas Rattan (ex-Cape Coast Slashers), Mr A. D. Clemett; Victor Hugo Dubois (a love-sick Frenchman), Mr J. Golder; Mr Spriggins (zee fader of zee) Mr A. Boyes; Mrs Spriggins (descendant of the Fitz Pentonville's), Mrs Stewart; Angelina Spriggins (ze Charmante Anglish demoiselle), Mrs Boyes; Mrs Major Rattan (a victim of jealousy), Miss A. Jenks; Anna Maria (maid of all work), Mrs Clemett. <box>560 537 693 662</box>
